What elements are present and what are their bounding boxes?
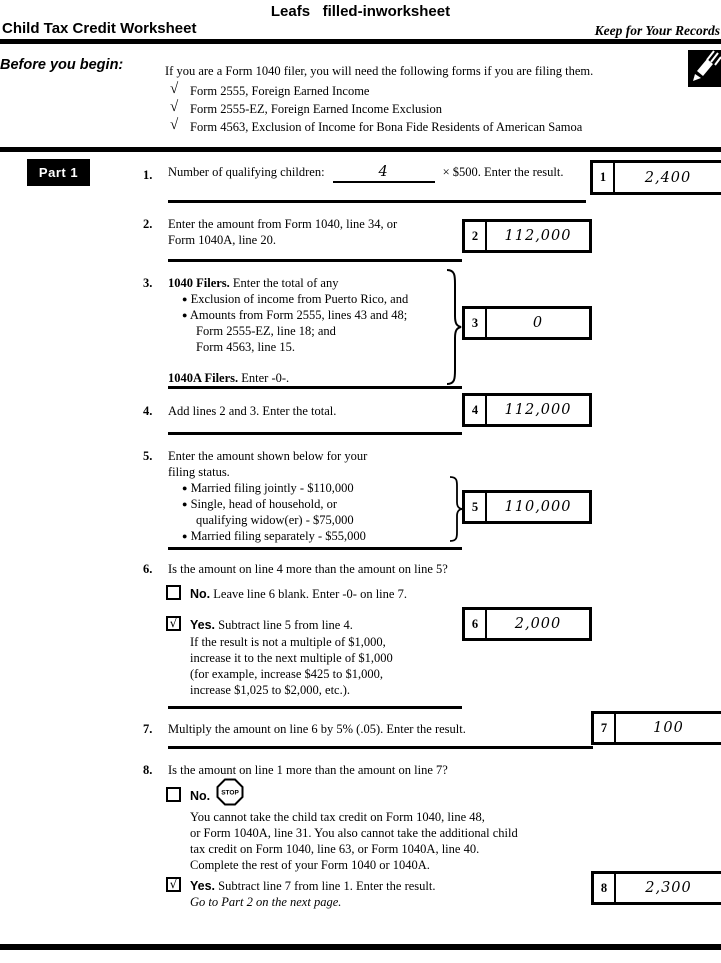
part-1-label: Part 1 — [27, 159, 90, 186]
line-5-text: Enter the amount shown below for your — [168, 449, 368, 463]
checkmark-icon: √ — [170, 99, 179, 115]
line-6-note: increase $1,025 to $2,000, etc.). — [190, 683, 351, 697]
line-6-no-text: Leave line 6 blank. Enter -0- on line 7. — [213, 587, 407, 601]
box-number: 4 — [465, 396, 487, 424]
yes-label: Yes. — [190, 618, 216, 632]
line-8-value[interactable]: 2,300 — [645, 880, 692, 896]
box-number: 1 — [593, 163, 615, 192]
box-number: 8 — [594, 874, 616, 902]
line-3-value[interactable]: 0 — [532, 315, 544, 331]
check-icon: √ — [169, 877, 178, 891]
line-5-bullet-2-cont: qualifying widow(er) - $75,000 — [196, 513, 354, 527]
line-3-heading-bold: 1040 Filers. — [168, 276, 230, 290]
section-divider — [0, 147, 721, 152]
line-8-number: 8. — [143, 763, 153, 777]
line-1-number: 1. — [143, 168, 153, 182]
form-title: Child Tax Credit Worksheet — [2, 20, 197, 37]
required-form-item: Form 4563, Exclusion of Income for Bona Fide Residents of American Samoa — [190, 120, 583, 134]
line-6-amount-box — [462, 607, 592, 641]
brace-line-5 — [447, 476, 463, 547]
line-2-amount-box — [462, 219, 592, 253]
line-8-amount-box — [591, 871, 721, 905]
bullet-icon: ● — [182, 294, 188, 304]
line-5-bullet-1 — [182, 481, 354, 496]
line-2-number: 2. — [143, 217, 153, 231]
check-icon: √ — [169, 616, 178, 630]
document-title: Leafs filled-inworksheet — [270, 3, 451, 20]
header-divider — [0, 39, 721, 44]
line-5-bullet-2 — [182, 497, 337, 512]
line-5-value[interactable]: 110,000 — [504, 499, 572, 515]
line-5-amount-box — [462, 490, 592, 524]
line-3-bullet-1 — [182, 292, 408, 307]
line-4-number: 4. — [143, 404, 153, 418]
line-3-footer-rest: Enter -0-. — [241, 371, 290, 385]
stop-sign-label: STOP — [221, 789, 239, 797]
line-6-note: (for example, increase $425 to $1,000, — [190, 667, 383, 681]
line-3-bullet-1-text: Exclusion of income from Puerto Rico, and — [190, 292, 409, 306]
line-3-bullet-2-cont: Form 2555-EZ, line 18; and — [196, 324, 336, 338]
line-6-note: increase it to the next multiple of $1,000 — [190, 651, 393, 665]
before-you-begin-label: Before you begin: — [0, 57, 124, 73]
line-8-yes-text: Subtract line 7 from line 1. Enter the result. — [218, 879, 436, 893]
line-3-heading-rest: Enter the total of any — [232, 276, 339, 290]
row-divider — [168, 706, 462, 709]
bullet-icon: ● — [182, 310, 188, 320]
line-3-number: 3. — [143, 276, 153, 290]
line-5-bullet-3 — [182, 529, 366, 544]
line-4-text: Add lines 2 and 3. Enter the total. — [168, 404, 337, 418]
line-8-no-paragraph: You cannot take the child tax credit on Form 1040, line 48, — [190, 810, 485, 824]
line-6-question: Is the amount on line 4 more than the amount on line 5? — [168, 562, 448, 576]
line-8-no-paragraph: or Form 1040A, line 31. You also cannot take the additional child — [190, 826, 518, 840]
footer-divider — [0, 944, 721, 950]
box-number: 5 — [465, 493, 487, 521]
line-6-value[interactable]: 2,000 — [514, 616, 562, 632]
line-8-no-paragraph: tax credit on Form 1040, line 63, or Form 1040A, line 40. — [190, 842, 480, 856]
line-6-yes-text: Subtract line 5 from line 4. — [218, 618, 353, 632]
line-6-no-checkbox[interactable] — [166, 585, 181, 600]
line-3-heading — [168, 276, 338, 291]
qualifying-children-field[interactable]: 4 — [333, 165, 435, 183]
line-4-amount-box — [462, 393, 592, 427]
required-form-item: Form 2555, Foreign Earned Income — [190, 84, 370, 98]
line-2-text: Enter the amount from Form 1040, line 34, or — [168, 217, 398, 231]
line-1-text — [168, 165, 588, 183]
required-form-item: Form 2555-EZ, Foreign Earned Income Exclusion — [190, 102, 443, 116]
line-8-no-paragraph: Complete the rest of your Form 1040 or 1040A. — [190, 858, 430, 872]
line-1-text-before: Number of qualifying children: — [168, 165, 325, 179]
yes-label: Yes. — [190, 879, 216, 893]
no-label: No. — [190, 587, 211, 601]
stop-sign-icon — [216, 778, 244, 811]
line-3-amount-box — [462, 306, 592, 340]
row-divider — [168, 386, 462, 389]
line-7-amount-box — [591, 711, 721, 745]
line-5-bullet-3-text: Married filing separately - $55,000 — [190, 529, 366, 543]
box-number: 6 — [465, 610, 487, 638]
brace-line-3 — [444, 268, 462, 391]
line-1-amount-box — [590, 160, 721, 195]
row-divider — [168, 259, 462, 262]
line-8-question: Is the amount on line 1 more than the amount on line 7? — [168, 763, 448, 777]
checkmark-icon: √ — [170, 117, 179, 133]
line-7-value[interactable]: 100 — [653, 720, 684, 736]
before-you-begin-intro: If you are a Form 1040 filer, you will need the following forms if you are filing them. — [165, 64, 594, 78]
line-5-text: filing status. — [168, 465, 230, 479]
row-divider — [168, 432, 462, 435]
line-8-no-checkbox[interactable] — [166, 787, 181, 802]
no-label: No. — [190, 789, 211, 803]
row-divider — [168, 746, 593, 749]
line-8-goto-note: Go to Part 2 on the next page. — [190, 895, 342, 909]
line-5-bullet-1-text: Married filing jointly - $110,000 — [190, 481, 354, 495]
line-8-no-option — [190, 789, 210, 804]
box-number: 2 — [465, 222, 487, 250]
line-8-yes-checkbox[interactable] — [166, 877, 181, 892]
box-number: 7 — [594, 714, 616, 742]
line-3-bullet-2-text: Amounts from Form 2555, lines 43 and 48; — [189, 308, 408, 322]
line-1-value[interactable]: 2,400 — [644, 169, 692, 186]
line-3-footer-bold: 1040A Filers. — [168, 371, 239, 385]
line-1-text-after: × $500. Enter the result. — [442, 165, 564, 179]
line-6-yes-checkbox[interactable] — [166, 616, 181, 631]
row-divider — [168, 547, 462, 550]
keep-for-records-note: Keep for Your Records — [594, 23, 720, 38]
row-divider — [168, 200, 586, 203]
line-5-bullet-2-text: Single, head of household, or — [190, 497, 338, 511]
pencil-icon — [688, 50, 721, 92]
box-number: 3 — [465, 309, 487, 337]
bullet-icon: ● — [182, 499, 188, 509]
line-6-note: If the result is not a multiple of $1,000, — [190, 635, 386, 649]
line-7-text: Multiply the amount on line 6 by 5% (.05). Enter the result. — [168, 722, 466, 736]
line-3-bullet-2 — [182, 308, 407, 323]
checkmark-icon: √ — [170, 81, 179, 97]
line-5-number: 5. — [143, 449, 153, 463]
line-7-number: 7. — [143, 722, 153, 736]
bullet-icon: ● — [182, 483, 188, 493]
line-3-footer — [168, 371, 289, 386]
line-6-no-option — [190, 587, 407, 602]
line-8-yes-option — [190, 879, 435, 894]
line-6-number: 6. — [143, 562, 153, 576]
line-3-bullet-2-cont: Form 4563, line 15. — [196, 340, 295, 354]
line-2-text: Form 1040A, line 20. — [168, 233, 276, 247]
bullet-icon: ● — [182, 531, 188, 541]
line-4-value[interactable]: 112,000 — [504, 402, 572, 418]
line-6-yes-option — [190, 618, 353, 633]
line-2-value[interactable]: 112,000 — [504, 228, 572, 244]
